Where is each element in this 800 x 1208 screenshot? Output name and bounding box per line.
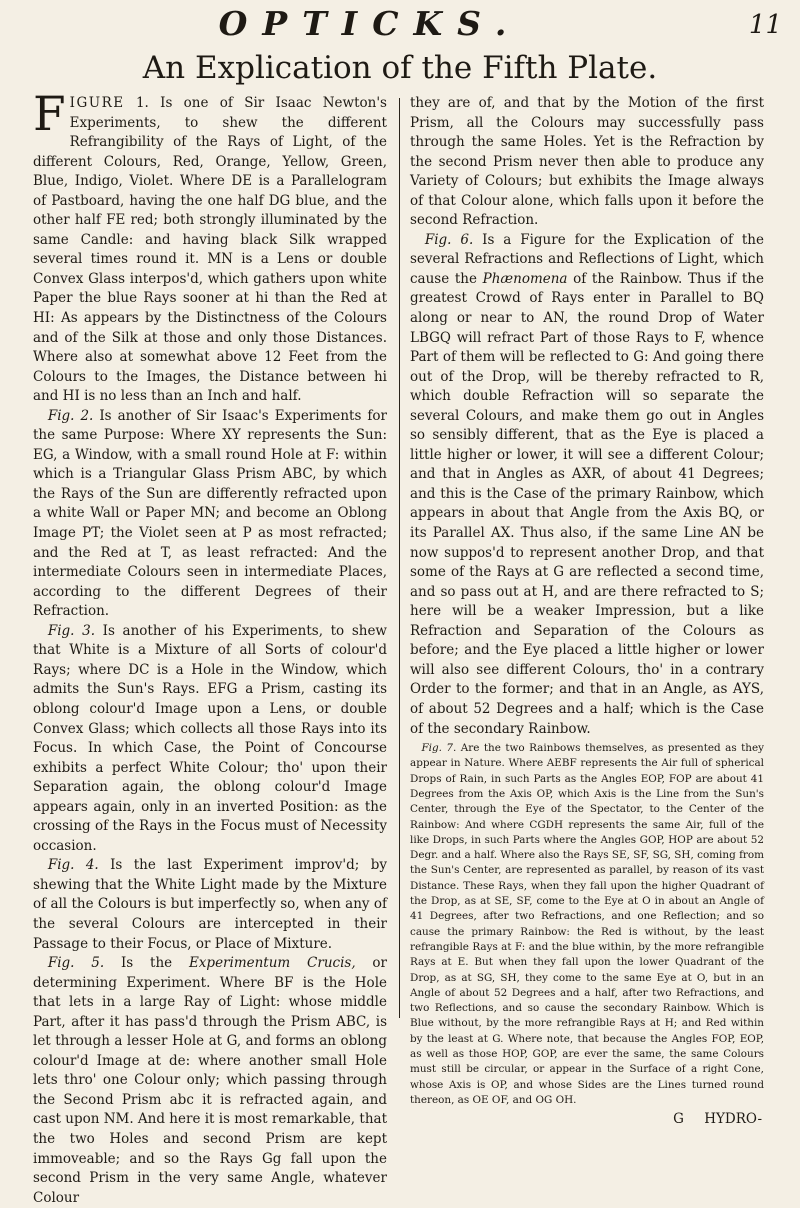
paragraph-text: Are the two Rainbows themselves, as presented as they appear in Nature. Where AEBF represents the Air full of spherical Drops of Rain, in such Parts as the Angles EOP, FOP are about 41 Degrees from the Axis OP, which Axis is the Line from the Sun's Center, through the Eye of the Spectator, to the Center of the Rainbow: And where CGDH represents the same Air, full of the like Drops, in such Parts where the Angles GOP, HOP are about 52 Degr. and a half. Where also the Rays SE, SF, SG, SH, coming from the Sun's Center, are represented as parallel, by reason of its vast Distance. These Rays, when they fall upon the higher Quadrant of the Drop, as at SE, SF, come to the Eye at O in about an Angle of 41 Degrees, after two Refractions, and one Reflection; and so cause the primary Rainbow: the Red is without, by the least refrangible Rays at F: and the blue within, by the more refrangible Rays at E. But when they fall upon the lower Quadrant of the Drop, as at SG, SH, they come to the same Eye at O, but in an Angle of about 52 Degrees and a half, after two Refractions, and two Reflections, and so cause the secondary Rainbow. Which is Blue without, by the more refrangible Rays at H; and Red within by the least at G. Where note, that because the Angles FOP, EOP, as well as those HOP, GOP, are ever the same, the same Colours must still be circular, or appear in the Surface of a right Cone, whose Axis is OP, and whose Sides are the Lines turned round thereon, as OE OF, and OG OH. xyxy=(410,742,764,1106)
paragraph-fig6 xyxy=(410,231,764,739)
catchword: HYDRO- xyxy=(704,1111,762,1128)
paragraph-fig1 xyxy=(33,87,387,407)
paragraph-text: or determining Experiment. Where BF is the Hole that lets in a large Ray of Light: whose middle Part, after it has pass'd through the Prism ABC, is let through a lesser Hole at G, and forms an oblong colour'd Image at de: where another small Hole lets thro' one Colour only; which passing through the Second Prism abc it is refracted again, and cast upon NM. And here it is most remarkable, that the two Holes and second Prism are kept immoveable; and so the Rays Gg fall upon the second Prism in the very same Angle, whatever Colour xyxy=(33,955,387,1206)
figure-label: Fig. 5. xyxy=(47,955,105,972)
paragraph-text: 1. Is one of Sir Isaac Newton's Experiments, to shew the different Refrangibility of the Rays of Light, of the different Colours, Red, Orange, Yellow, Green, Blue, Indigo, Violet. Where DE is a Parallelogram of Pastboard, having the one half DG blue, and the other half FE red; both strongly illuminated by the same Candle: and having black Silk wrapped several times round it. MN is a Lens or double Convex Glass interpos'd, which gathers upon white Paper the blue Rays sooner at hi than the Red at HI: As appears by the Distinctness of the Colours and of the Silk at those and only those Distances. Where also at somewhat above 12 Feet from the Colours to the Images, the Distance between hi and HI is no less than an Inch and half. xyxy=(33,95,387,405)
paragraph-fig5 xyxy=(33,954,387,1208)
paragraph-text: Is a Figure for the Explication of the several Refractions and Reflections of Light, which cause the xyxy=(410,231,764,287)
figure-label: Fig. 2. xyxy=(47,407,94,424)
running-head xyxy=(0,4,800,46)
drop-cap: F xyxy=(33,87,66,142)
paragraph-text: Is the last Experiment improv'd; by shewing that the White Light made by the Mixture of all the Colours is but imperfectly so, when any of the several Colours are intercepted in their Passage to their Focus, or Place of Mixture. xyxy=(33,857,387,952)
italic-term: Phænomena xyxy=(482,270,568,287)
signature-mark: G xyxy=(673,1111,684,1128)
figure-label: Fig. 4. xyxy=(47,857,99,874)
figure-label: Fig. 3. xyxy=(47,622,95,639)
figure-label: Fig. 7. xyxy=(421,742,457,755)
right-column xyxy=(410,94,764,1128)
running-title: OPTICKS. xyxy=(218,4,522,43)
column-rule xyxy=(399,98,400,1018)
italic-term: Experimentum Crucis, xyxy=(188,955,356,972)
paragraph-fig4 xyxy=(33,856,387,954)
paragraph-text: of the Rainbow. Thus if the greatest Crowd of Rays enter in Parallel to BQ along or near to AN, the round Drop of Water LBGQ will refract Part of those Rays to F, whence Part of them will be reflected to G: And going there out of the Drop, will be thereby refracted to R, which double Refraction will so separate the several Colours, and make them go out in Angles so sensibly different, that as the Eye is placed a little higher or lower, it will see a different Colour; and that in Angles as AXR, of about 41 Degrees; and this is the Case of the primary Rainbow, which appears in about that Angle from the Axis BQ, or its Parallel AX. Thus also, if the same Line AN be now suppos'd to represent another Drop, and that some of the Rays at G are reflected a second time, and so pass out at H, and are there refracted to S; here will be a weaker Impression, but a like Refraction and Separation of the Colours as before; and the Eye placed a little higher or lower will also see different Colours, tho' in a contrary Order to the former; and that in an Angle, as AYS, of about 52 Degrees and a half; which is the Case of the secondary Rainbow. xyxy=(410,270,764,737)
paragraph-text: Is another of Sir Isaac's Experiments for the same Purpose: Where XY represents the Sun: EG, a Window, with a small round Hole at F: within which is a Triangular Glass Prism ABC, by which the Rays of the Sun are differently refracted upon a white Wall or Paper MN; and become an Oblong Image PT; the Violet seen at P as most refracted; and the Red at T, as least refracted: And the intermediate Colours seen in intermediate Places, according to the different Degrees of their Refraction. xyxy=(33,407,387,620)
paragraph-text: Is another of his Experiments, to shew that White is a Mixture of all Sorts of colour'd Rays; where DC is a Hole in the Window, which admits the Sun's Rays. EFG a Prism, casting its oblong colour'd Image upon a Lens, or double Convex Glass; which collects all those Rays into its Focus. In which Case, the Point of Concourse exhibits a perfect White Colour; tho' upon their Separation again, the oblong colour'd Image appears again, only in an inverted Position: as the crossing of the Rays in the Focus must of Necessity occasion. xyxy=(33,622,387,854)
figure-label: Fig. 6. xyxy=(424,231,474,248)
paragraph-fig2 xyxy=(33,407,387,622)
paragraph-fig3 xyxy=(33,622,387,857)
page-number: 11 xyxy=(748,10,782,40)
section-title: An Explication of the Fifth Plate. xyxy=(142,50,658,86)
catchword-line xyxy=(410,1110,764,1130)
opening-word: IGURE xyxy=(69,95,125,111)
left-column xyxy=(33,87,387,1206)
paragraph-text: Is the xyxy=(104,955,189,972)
paragraph-fig7 xyxy=(410,741,764,1108)
paragraph-fig5-continued: they are of, and that by the Motion of the first Prism, all the Colours may successfully pass through the same Holes. Yet is the Refraction by the second Prism never then able to produce any Variety of Colours; but exhibits the Image always of that Colour alone, which falls upon it before the second Refraction. xyxy=(410,95,764,229)
